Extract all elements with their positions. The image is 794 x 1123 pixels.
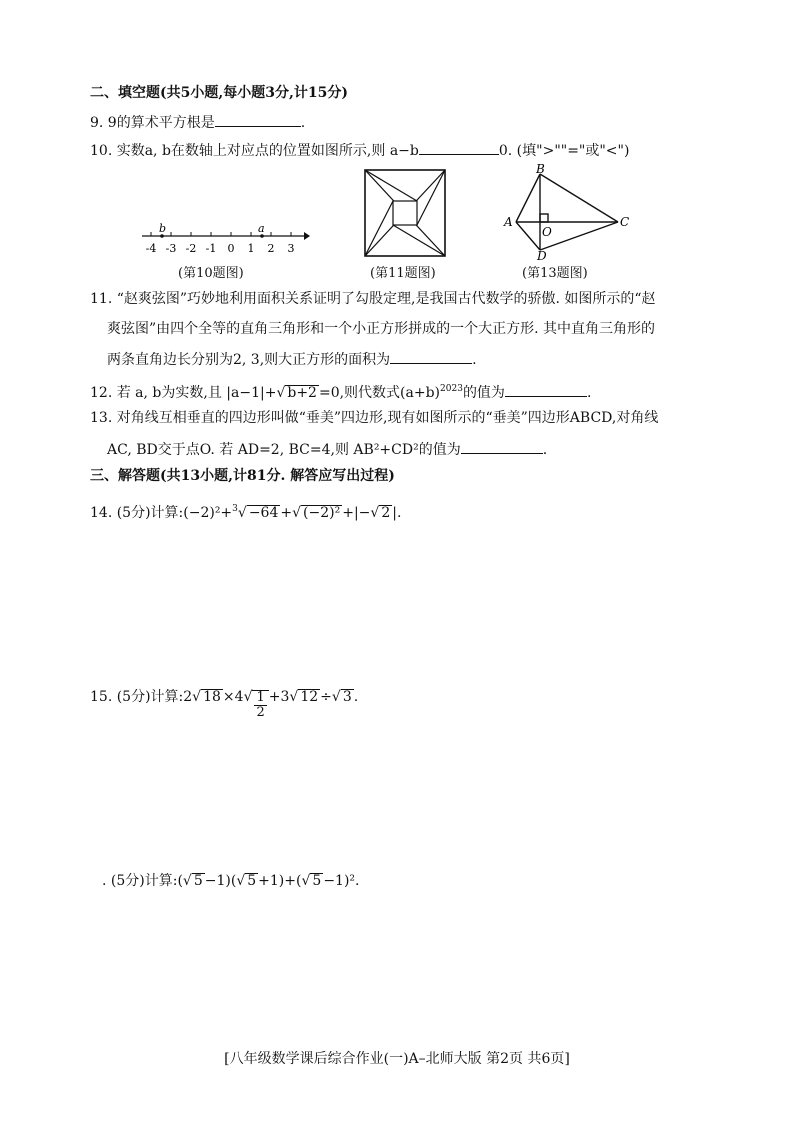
section-2-title: 二、填空题(共5小题,每小题3分,计15分)	[90, 85, 348, 101]
answer-blank-12[interactable]	[505, 382, 587, 397]
question-10-end: 0. (填">""="或"<")	[498, 143, 630, 159]
page-footer: [八年级数学课后综合作业(一)A–北师大版 第2页 共6页]	[224, 1051, 570, 1067]
question-15: 15. (5分)计算:2√ 18 ×4√ $\frac{1}{2}$ +3√ 12 ÷√ 3 .	[90, 689, 359, 720]
number-line-ticks	[151, 232, 291, 236]
tick-label: 1	[247, 242, 255, 255]
question-13-text: AC, BD交于点O. 若 AD=2, BC=4,则 AB²+CD²的值为	[107, 442, 461, 458]
answer-blank-11[interactable]	[390, 349, 472, 364]
question-12-end: .	[586, 385, 592, 401]
point-b-label: b	[159, 222, 167, 235]
zhao-shuang-figure	[363, 168, 447, 258]
question-16: . (5分)计算:(√ 5 −1)(√ 5 +1)+(√ 5 −1)².	[102, 873, 360, 889]
question-15-prefix: 15. (5分)计算:2	[90, 689, 193, 705]
number-line-figure	[138, 222, 310, 262]
question-14-prefix: 14. (5分)计算:(−2)²+	[90, 505, 233, 521]
answer-blank-13[interactable]	[461, 439, 543, 454]
section-3-title: 三、解答题(共13小题,计81分. 解答应写出过程)	[90, 468, 395, 484]
exponent-2023: 2023	[440, 384, 463, 394]
cube-root-radicand: −64	[248, 505, 279, 521]
question-15-end: .	[353, 689, 359, 705]
fraction-one-half: $\frac{1}{2}$	[256, 690, 265, 720]
sqrt-12: 12	[300, 689, 319, 705]
sqrt-2: 2	[381, 505, 391, 521]
question-13-line-2	[107, 439, 547, 459]
quadrilateral-figure	[500, 164, 640, 260]
question-9-text: 9. 9的算术平方根是	[90, 115, 215, 131]
sqrt-5: 5	[247, 873, 257, 889]
question-9-end: .	[300, 115, 306, 131]
question-14-end: |.	[392, 505, 402, 521]
question-13-end: .	[542, 442, 548, 458]
question-13-line-1: 13. 对角线互相垂直的四边形叫做“垂美”四边形,现有如图所示的“垂美”四边形ABCD,对角线	[90, 410, 659, 426]
question-16-part-2: +1)+(	[258, 873, 302, 889]
question-12: 12. 若 a, b为实数,且 |a−1|+√ b+2 =0,则代数式$(a+b)^{2023}$的值为 .	[90, 384, 592, 401]
question-10-text: 10. 实数a, b在数轴上对应点的位置如图所示,则 a−b	[90, 143, 419, 159]
tick-label: -4	[145, 242, 157, 255]
abs-open: +|−	[342, 505, 371, 521]
question-12-suffix: 的值为	[462, 385, 505, 401]
plus-3: +3	[268, 689, 290, 705]
tick-label: 2	[267, 242, 275, 255]
sqrt-18: 18	[203, 689, 221, 705]
tick-label: 0	[227, 242, 235, 255]
question-9	[90, 112, 305, 132]
tick-label: -2	[185, 242, 197, 255]
sqrt-neg2-squared: (−2)²	[303, 505, 341, 521]
sqrt-5: 5	[312, 873, 322, 889]
label-A: A	[504, 215, 513, 229]
sqrt-3: 3	[342, 689, 352, 705]
question-16-prefix: . (5分)计算:(	[102, 873, 183, 889]
label-C: C	[620, 215, 630, 229]
radical-b-plus-2: b+2	[287, 385, 317, 401]
caption-fig-13: (第13题图)	[522, 266, 588, 281]
answer-blank-10[interactable]	[419, 140, 499, 155]
tick-label: -1	[205, 242, 217, 255]
tick-label: -3	[165, 242, 177, 255]
caption-fig-11: (第11题图)	[370, 266, 436, 281]
question-16-part-1: −1)(	[204, 873, 237, 889]
times-4: ×4	[222, 689, 244, 705]
question-11-text: 两条直角边长分别为2, 3,则大正方形的面积为	[107, 352, 391, 368]
divide-sign: ÷	[320, 689, 332, 705]
question-11-line-3	[107, 349, 477, 369]
question-11-end: .	[472, 352, 477, 368]
caption-fig-10: (第10题图)	[178, 266, 244, 281]
tick-label: 3	[287, 242, 295, 255]
question-10	[90, 140, 629, 160]
question-11-line-2: 爽弦图”由四个全等的直角三角形和一个小正方形拼成的一个大正方形. 其中直角三角形的	[107, 321, 656, 337]
sqrt-5: 5	[193, 873, 203, 889]
question-11-line-1: 11. “赵爽弦图”巧妙地利用面积关系证明了勾股定理,是我国古代数学的骄傲. 如图所示的“赵	[90, 291, 656, 307]
question-14: 14. (5分)计算:(−2)²+$^3$√ −64 +√ (−2)² +|−√ 2 |.	[90, 504, 402, 521]
label-B: B	[536, 164, 545, 176]
answer-blank-9[interactable]	[215, 112, 301, 127]
label-O: O	[542, 225, 552, 239]
label-D: D	[537, 249, 547, 260]
point-a-label: a	[258, 222, 265, 235]
plus-sign: +	[280, 505, 293, 521]
question-12-mid: =0,则代数式(a+b)	[318, 385, 441, 401]
question-12-prefix: 12. 若 a, b为实数,且 |a−1|+	[90, 385, 277, 401]
question-16-part-3: −1)².	[323, 873, 360, 889]
cube-root-index: 3	[232, 504, 238, 514]
